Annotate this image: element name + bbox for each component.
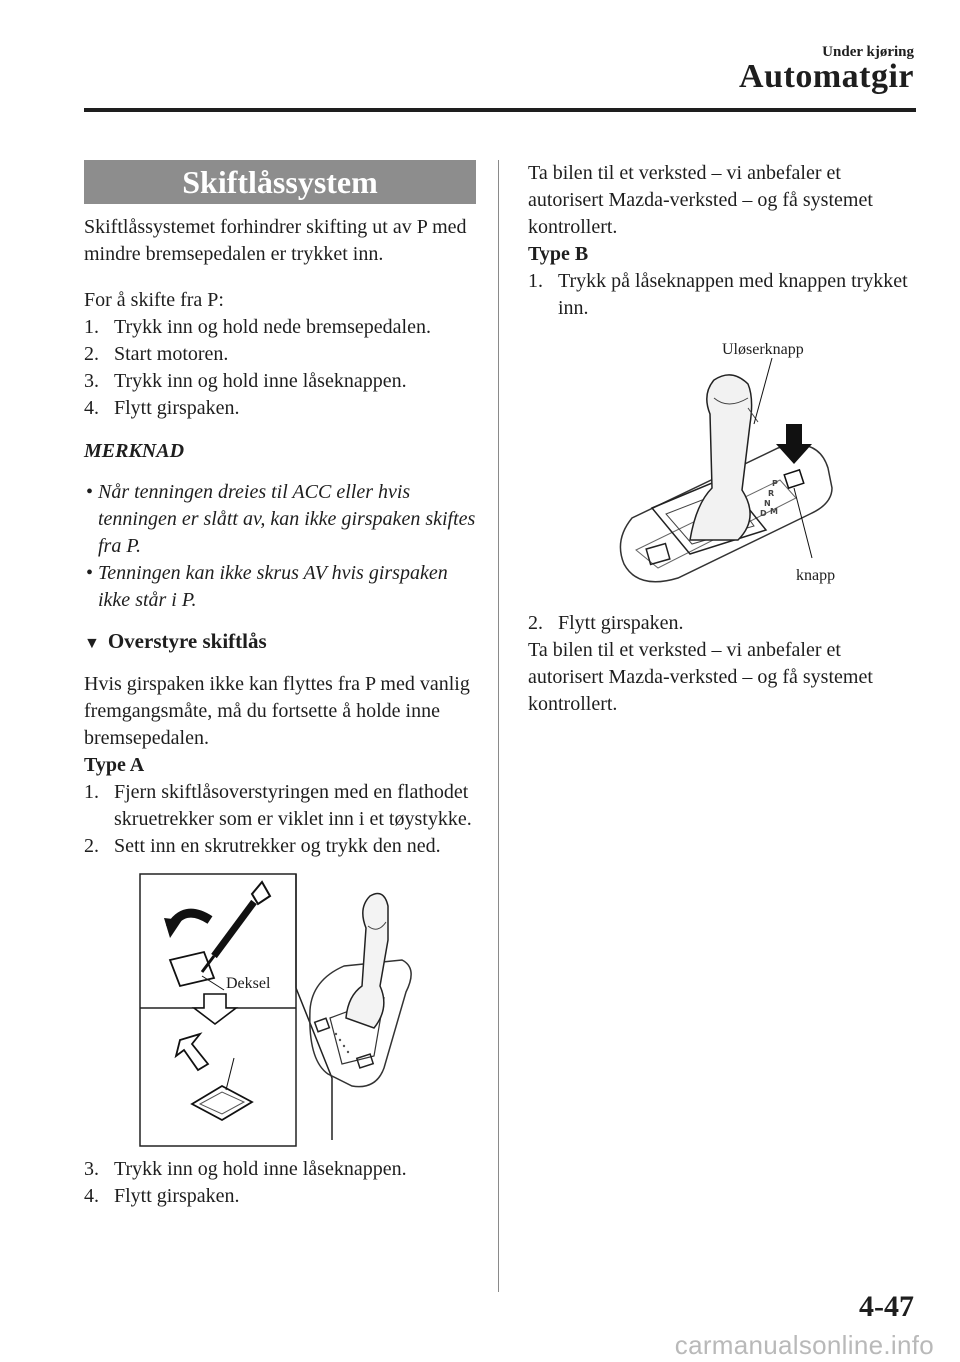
step-item: 1. Fjern skiftlåsoverstyringen med en flathodet skruetrekker som er viklet inn i et tøystykke. xyxy=(84,781,472,830)
release-button-diagram-image xyxy=(528,328,920,600)
step-item: 4. Flytt girspaken. xyxy=(84,1185,240,1207)
workshop-text: Ta bilen til et verksted – vi anbefaler et autorisert Mazda-verksted – og få systemet kontrollert. xyxy=(528,162,873,238)
column-divider xyxy=(498,160,499,1292)
left-column xyxy=(84,160,476,1210)
watermark: carmanualsonline.info xyxy=(674,1330,934,1360)
step-item: 2. Flytt girspaken. xyxy=(528,612,684,634)
step-item: 4. Flytt girspaken. xyxy=(84,397,240,419)
header-rule xyxy=(84,108,916,112)
figure-label-deksel: Deksel xyxy=(226,975,271,992)
override-intro: Hvis girspaken ikke kan flyttes fra P med vanlig fremgangsmåte, må du fortsette å holde inne bremsepedalen. xyxy=(84,673,470,749)
workshop-text: Ta bilen til et verksted – vi anbefaler et autorisert Mazda-verksted – og få systemet kontrollert. xyxy=(528,639,873,715)
figure-label-release-button: Uløserknapp xyxy=(722,341,804,358)
step-item: 3. Trykk inn og hold inne låseknappen. xyxy=(84,370,407,392)
type-b-illustration xyxy=(528,328,920,600)
note-item: • Når tenningen dreies til ACC eller hvis tenningen er slått av, kan ikke girspaken skiftes fra P. xyxy=(86,481,476,557)
type-b-label: Type B xyxy=(528,243,589,265)
gear-d-label: D xyxy=(760,509,767,518)
figure-label-button: knapp xyxy=(796,567,836,584)
override-heading: ▼ Overstyre skiftlås xyxy=(84,628,476,657)
section-banner: Skiftlåssystem xyxy=(84,160,476,204)
type-a-label: Type A xyxy=(84,754,145,776)
type-a-illustration xyxy=(84,868,476,1150)
triangle-marker-icon: ▼ xyxy=(84,635,100,652)
right-column xyxy=(528,160,920,718)
override-diagram-image xyxy=(84,868,476,1150)
note-item: • Tenningen kan ikke skrus AV hvis girspaken ikke står i P. xyxy=(86,562,448,611)
gear-r-label: R xyxy=(768,489,775,498)
step-item: 1. Trykk på låseknappen med knappen trykket inn. xyxy=(528,270,908,319)
chapter-title: Under kjøring xyxy=(822,44,914,60)
intro-text: Skiftlåssystemet forhindrer skifting ut av P med mindre bremsepedalen er trykket inn. xyxy=(84,216,467,265)
section-title: Automatgir xyxy=(739,58,914,95)
step-item: 2. Start motoren. xyxy=(84,343,229,365)
note-heading: MERKNAD xyxy=(84,440,185,462)
step-item: 3. Trykk inn og hold inne låseknappen. xyxy=(84,1158,407,1180)
step-item: 2. Sett inn en skrutrekker og trykk den ned. xyxy=(84,835,441,857)
gear-p-label: P xyxy=(772,479,778,488)
gear-m-label: M xyxy=(770,507,778,516)
shift-from-p-label: For å skifte fra P: xyxy=(84,289,224,311)
gear-n-label: N xyxy=(764,499,771,508)
step-item: 1. Trykk inn og hold nede bremsepedalen. xyxy=(84,316,431,338)
page-number: 4-47 xyxy=(859,1290,914,1323)
